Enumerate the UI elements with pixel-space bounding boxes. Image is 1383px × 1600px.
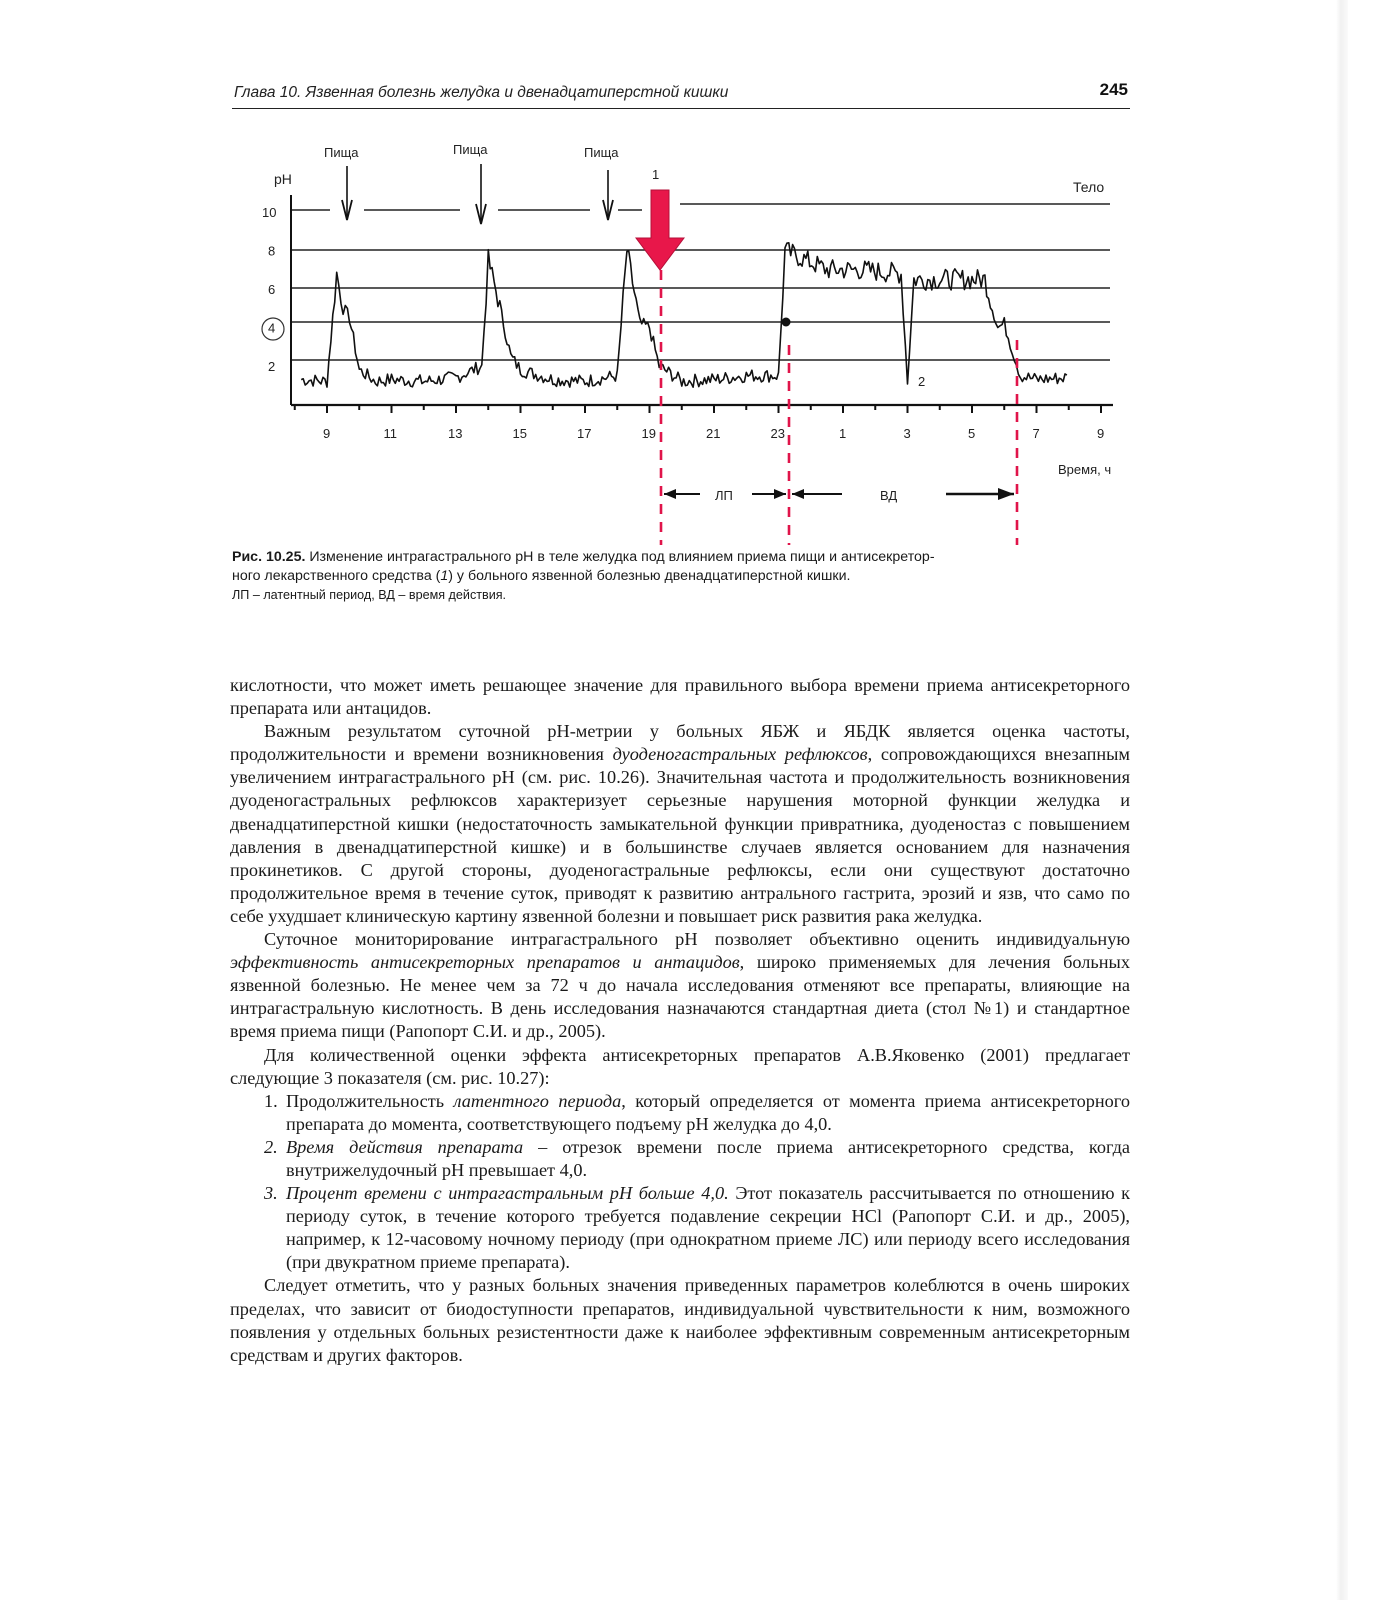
li1-text-b: , который определяется от момента приема антисекреторного препарата до момента, соответствующего подъему pH желудка до 4,0. (286, 1090, 1130, 1134)
y-tick-label: 10 (262, 205, 277, 220)
body-text (230, 674, 1130, 1367)
caption-note: ЛП – латентный период, ВД – время действия. (232, 588, 507, 602)
caption-italic-ref: 1 (440, 568, 449, 584)
ph-trace (301, 243, 1067, 387)
caption-text-3: ) у больного язвенной болезнью двенадцатиперстной кишки. (448, 568, 851, 584)
x-tick-label: 17 (577, 426, 592, 441)
y-tick-label: 2 (268, 359, 276, 374)
paragraph-5: Следует отметить, что у разных больных значения приведенных параметров колеблются в очень широких пределах, что зависит от биодоступности препаратов, индивидуальной чувствительности к ним, возможного появления у отдельных больных резистентности даже к наиболее эффективным современным антисекреторным средствам и других факторов. (230, 1275, 1130, 1365)
p2-text-a: Важным результатом суточной pH-метрии у больных ЯБЖ и ЯБДК является оценка частоты, продолжительности и времени возникновения (230, 721, 1130, 765)
x-tick-label: 23 (770, 426, 785, 441)
list-item (230, 1136, 1130, 1182)
food-label-1: Пища (324, 145, 359, 160)
indicator-list (230, 1090, 1130, 1275)
chapter-title: Глава 10. Язвенная болезнь желудка и двенадцатиперстной кишки (234, 84, 729, 101)
x-tick-marks (295, 405, 1101, 413)
caption-label: Рис. 10.25. (232, 549, 306, 565)
paragraph-4: Для количественной оценки эффекта антисекреторных препаратов А.В.Яковенко (2001) предлагает следующие 3 показателя (см. рис. 10.27): (230, 1044, 1130, 1088)
figure (0, 0, 1383, 560)
li2-text-b: – отрезок времени после приема антисекреторного средства, когда внутрижелудочный pH превышает 4,0. (286, 1136, 1130, 1180)
action-time-label: ВД (880, 488, 898, 503)
y-tick-label: 4 (268, 320, 276, 336)
paragraph-3 (230, 928, 1130, 1043)
x-tick-label: 15 (512, 426, 527, 441)
drug-label: 1 (652, 167, 660, 182)
li1-text-a: Продолжительность (286, 1090, 454, 1111)
li3-italic: Процент времени с интрагастральным pH больше 4,0. (286, 1183, 729, 1204)
ph-chart (0, 0, 1383, 560)
x-tick-label: 5 (968, 426, 976, 441)
latent-period-label: ЛП (715, 488, 733, 503)
food-label-2: Пища (453, 142, 488, 157)
list-item (230, 1182, 1130, 1274)
list-number: 2. (264, 1136, 278, 1157)
paragraph-2 (230, 720, 1130, 928)
y-axis-label: pH (274, 171, 292, 187)
action-time-bracket (792, 488, 1014, 500)
ph4-crossing-dot (782, 318, 791, 327)
x-tick-labels (323, 426, 1104, 441)
x-tick-label: 21 (706, 426, 721, 441)
y-tick-label: 8 (268, 243, 276, 259)
p2-italic: дуоденогастральных рефлюксов (612, 744, 868, 765)
caption-text-1: Изменение интрагастрального pH в теле желудка под влиянием приема пищи и антисекретор- (305, 549, 935, 565)
zone-line-ph10 (291, 204, 1110, 210)
li2-italic: Время действия препарата (286, 1136, 524, 1157)
x-tick-label: 13 (448, 426, 463, 441)
caption-text-2: ного лекарственного средства ( (232, 568, 441, 584)
page-number: 245 (1099, 80, 1128, 99)
x-tick-label: 19 (641, 426, 656, 441)
list-number: 1. (264, 1090, 278, 1111)
p3-text-a: Суточное мониторирование интрагастрального pH позволяет объективно оценить индивидуальную (264, 929, 1130, 950)
x-tick-label: 1 (839, 426, 847, 441)
reflux-label: 2 (918, 374, 926, 389)
food-arrow-1 (342, 166, 352, 220)
p3-text-b: , широко применяемых для лечения больных язвенной болезнью. Не менее чем за 72 ч до начала исследования отменяют все препараты, влияющие на интрагастральную кислотность. В день исследования назначаются стандартная диета (стол №1) и стандартное время приема пищи (Рапопорт С.И. и др., 2005). (230, 952, 1130, 1042)
x-axis-label: Время, ч (1058, 462, 1112, 477)
y-tick-labels (262, 205, 276, 374)
x-tick-label: 11 (383, 426, 397, 441)
p3-italic: эффективность антисекреторных препаратов и антацидов (230, 952, 740, 973)
p2-text-b: , сопровождающихся внезапным увеличением интрагастрального pH (см. рис. 10.26). Значительная частота и продолжительность возникновения дуоденогастральных рефлюксов характеризует серьезные нарушения моторной функции желудка и двенадцатиперстной кишки (недостаточность замыкательной функции привратника, дуоденостаз с повышением давления в двенадцатиперстной кишке) и в большинстве случаев является основанием для назначения прокинетиков. С другой стороны, дуоденогастральные рефлюксы, если они существуют достаточно продолжительное время в течение суток, приводят к развитию антрального гастрита, эрозий и язв, что само по себе ухудшает клиническую картину язвенной болезни и повышает риск развития рака желудка. (230, 744, 1130, 926)
list-number: 3. (264, 1183, 278, 1204)
zone-label: Тело (1073, 179, 1105, 195)
food-arrow-2 (476, 164, 486, 224)
x-tick-label: 9 (323, 426, 331, 441)
x-tick-label: 3 (903, 426, 911, 441)
x-tick-label: 9 (1097, 426, 1105, 441)
figure-caption (232, 548, 1132, 605)
li3-text-b: Этот показатель рассчитывается по отношению к периоду суток, в течение которого требуется подавление секреции HCl (Рапопорт С.И. и др., 2005), например, к 12-часовому ночному периоду (при однократном приеме ЛС) или периоду всего исследования (при двукратном приеме препарата). (286, 1183, 1131, 1273)
paragraph-1: кислотности, что может иметь решающее значение для правильного выбора времени приема антисекреторного препарата или антацидов. (230, 675, 1130, 719)
food-label-3: Пища (584, 145, 619, 160)
li1-italic: латентного периода (453, 1090, 622, 1111)
drug-intake-arrow (636, 190, 684, 270)
food-arrow-3 (603, 170, 613, 220)
list-item (230, 1090, 1130, 1136)
x-tick-label: 7 (1032, 426, 1040, 441)
y-tick-label: 6 (268, 282, 276, 297)
